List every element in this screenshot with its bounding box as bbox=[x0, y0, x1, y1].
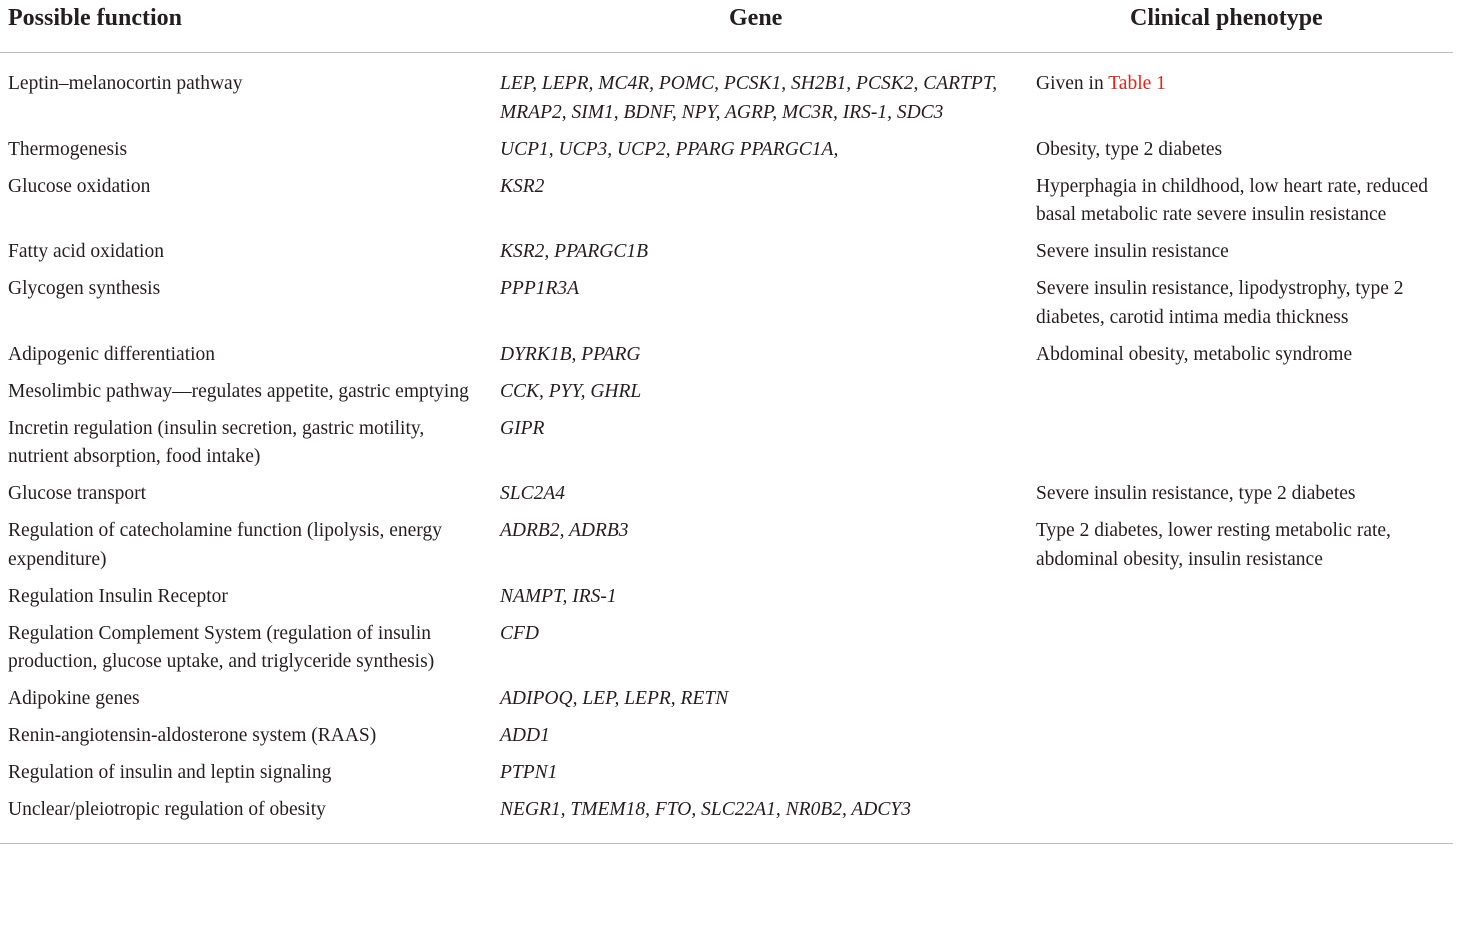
gene-cell: GIPR bbox=[500, 417, 545, 439]
gene-cell: NAMPT, IRS-1 bbox=[500, 585, 617, 607]
gene-cell: ADRB2, ADRB3 bbox=[500, 520, 629, 541]
function-cell: Renin-angiotensin-aldosterone system (RAAS) bbox=[8, 725, 377, 746]
phenotype-cell: Abdominal obesity, metabolic syndrome bbox=[1036, 343, 1353, 365]
table-header-row bbox=[0, 0, 1453, 53]
gene-cell: KSR2, PPARGC1B bbox=[500, 241, 649, 262]
gene-cell: NEGR1, TMEM18, FTO, SLC22A1, NR0B2, ADCY3 bbox=[492, 796, 1028, 843]
gene-cell: ADIPOQ, LEP, LEPR, RETN bbox=[500, 688, 729, 709]
function-cell: Regulation of catecholamine function (lipolysis, energy expenditure) bbox=[8, 520, 442, 570]
function-cell: Incretin regulation (insulin secretion, gastric motility, nutrient absorption, food intake) bbox=[8, 417, 425, 467]
function-cell: Glucose oxidation bbox=[8, 175, 151, 197]
table-row bbox=[0, 517, 1453, 583]
phenotype-cell: Severe insulin resistance bbox=[1036, 241, 1229, 262]
gene-cell: ADD1 bbox=[500, 725, 550, 746]
table-row bbox=[0, 685, 1453, 722]
phenotype-cell bbox=[1028, 583, 1453, 620]
gene-cell: CFD bbox=[500, 622, 539, 644]
table-row bbox=[0, 238, 1453, 275]
table-row bbox=[0, 759, 1453, 796]
phenotype-cell bbox=[1028, 415, 1453, 481]
gene-cell: PPP1R3A bbox=[500, 278, 580, 299]
phenotype-cell bbox=[1028, 620, 1453, 686]
table-1-link[interactable]: Table 1 bbox=[1108, 73, 1166, 94]
function-cell: Regulation Insulin Receptor bbox=[8, 585, 228, 607]
phenotype-cell bbox=[1028, 53, 1453, 136]
header-gene: Gene bbox=[492, 0, 1028, 53]
header-clinical-phenotype: Clinical phenotype bbox=[1028, 0, 1453, 53]
phenotype-cell bbox=[1028, 796, 1453, 843]
table-row bbox=[0, 796, 1453, 843]
phenotype-cell bbox=[1028, 722, 1453, 759]
table-row bbox=[0, 620, 1453, 686]
phenotype-cell: Severe insulin resistance, lipodystrophy, type 2 diabetes, carotid intima media thickness bbox=[1036, 278, 1404, 328]
function-cell: Unclear/pleiotropic regulation of obesity bbox=[0, 796, 492, 843]
phenotype-cell: Type 2 diabetes, lower resting metabolic rate, abdominal obesity, insulin resistance bbox=[1036, 520, 1391, 570]
table-row bbox=[0, 583, 1453, 620]
phenotype-text: Given in bbox=[1036, 73, 1109, 94]
gene-cell: LEP, LEPR, MC4R, POMC, PCSK1, SH2B1, PCSK2, CARTPT, MRAP2, SIM1, BDNF, NPY, AGRP, MC3R, IRS-1, SDC3 bbox=[500, 73, 998, 123]
gene-cell: UCP1, UCP3, UCP2, PPARG PPARGC1A, bbox=[500, 138, 839, 160]
phenotype-cell bbox=[1028, 759, 1453, 796]
table-row bbox=[0, 480, 1453, 517]
phenotype-cell bbox=[1028, 378, 1453, 415]
phenotype-cell: Severe insulin resistance, type 2 diabetes bbox=[1036, 483, 1356, 504]
table-row bbox=[0, 136, 1453, 173]
table-row bbox=[0, 415, 1453, 481]
table-row bbox=[0, 53, 1453, 136]
function-cell: Leptin–melanocortin pathway bbox=[8, 73, 243, 94]
function-cell: Mesolimbic pathway—regulates appetite, gastric emptying bbox=[8, 380, 469, 402]
phenotype-cell: Obesity, type 2 diabetes bbox=[1036, 138, 1223, 160]
function-cell: Glycogen synthesis bbox=[8, 278, 161, 299]
gene-cell: CCK, PYY, GHRL bbox=[500, 380, 642, 402]
gene-cell: KSR2 bbox=[500, 175, 545, 197]
function-cell: Adipokine genes bbox=[8, 688, 140, 709]
function-cell: Regulation Complement System (regulation of insulin production, glucose uptake, and triglyceride synthesis) bbox=[8, 622, 435, 672]
header-possible-function: Possible function bbox=[0, 0, 492, 53]
function-cell: Fatty acid oxidation bbox=[8, 241, 164, 262]
function-cell: Adipogenic differentiation bbox=[8, 343, 216, 365]
table-row bbox=[0, 341, 1453, 378]
table-row bbox=[0, 275, 1453, 341]
gene-cell: PTPN1 bbox=[500, 762, 558, 783]
function-cell: Glucose transport bbox=[8, 483, 147, 504]
table-row bbox=[0, 378, 1453, 415]
phenotype-cell bbox=[1028, 685, 1453, 722]
table-row bbox=[0, 173, 1453, 239]
table-row bbox=[0, 722, 1453, 759]
gene-cell: SLC2A4 bbox=[500, 483, 566, 504]
gene-cell: DYRK1B, PPARG bbox=[500, 343, 641, 365]
phenotype-cell: Hyperphagia in childhood, low heart rate, reduced basal metabolic rate severe insulin resistance bbox=[1036, 175, 1429, 225]
function-cell: Regulation of insulin and leptin signaling bbox=[8, 762, 332, 783]
function-cell: Thermogenesis bbox=[8, 138, 128, 160]
